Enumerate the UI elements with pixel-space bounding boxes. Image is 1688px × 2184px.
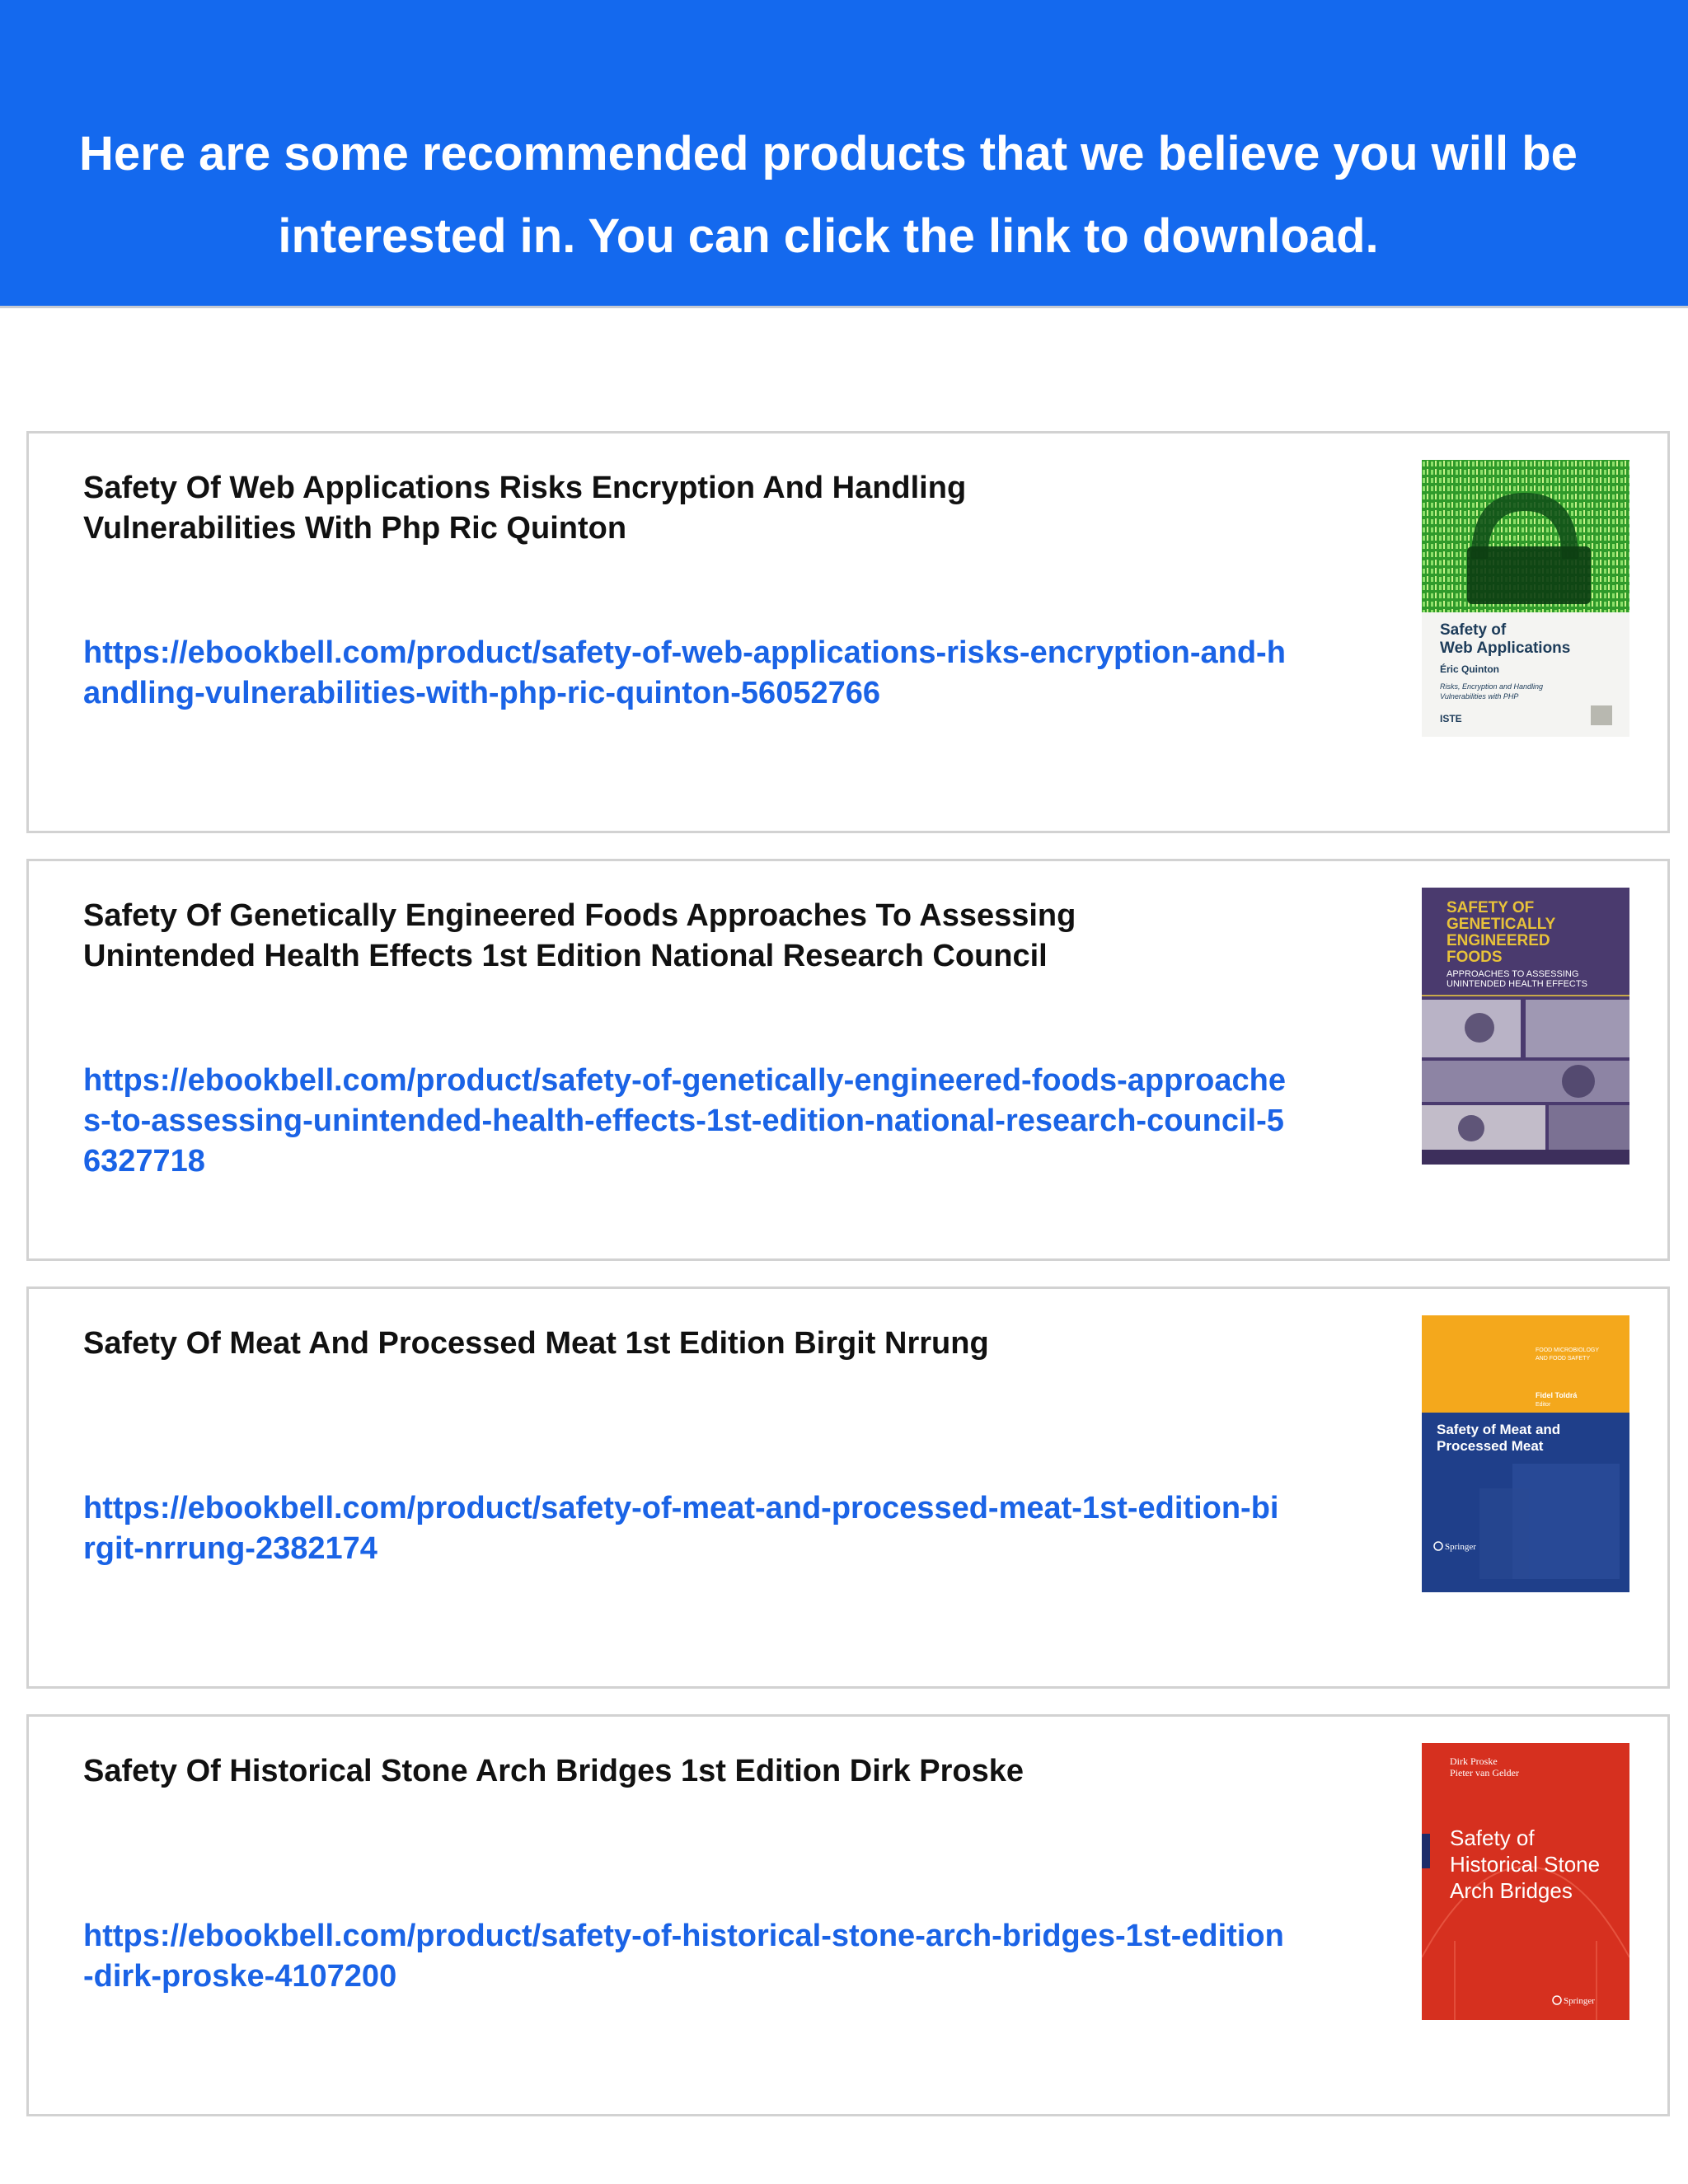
cover-subtitle-2: UNINTENDED HEALTH EFFECTS <box>1447 979 1587 989</box>
header-banner <box>0 0 1688 308</box>
cover-title-3: ENGINEERED <box>1447 932 1550 949</box>
cover-title-3: Arch Bridges <box>1450 1878 1573 1903</box>
cover-author-2: Pieter van Gelder <box>1450 1767 1519 1779</box>
book-cover-web-applications <box>1422 460 1629 737</box>
cover-subtitle-1: Risks, Encryption and Handling <box>1440 682 1544 691</box>
banner-text-line-2: interested in. You can click the link to download. <box>278 209 1379 263</box>
publisher-logo-icon <box>1591 705 1612 725</box>
product-download-link[interactable]: https://ebookbell.com/product/safety-of-web-applications-risks-encryption-and-handling-vulnerabilities-with-php-ric-quinton-56052766 <box>83 635 1286 710</box>
book-cover-image[interactable] <box>1422 460 1629 737</box>
product-card <box>26 431 1670 833</box>
product-title: Safety Of Meat And Processed Meat 1st Edition Birgit Nrrung <box>83 1326 989 1361</box>
banner-text-line-1: Here are some recommended products that we believe you will be <box>79 127 1578 180</box>
product-download-link[interactable]: https://ebookbell.com/product/safety-of-genetically-engineered-foods-approaches-to-assessing-unintended-health-effects-1st-edition-national-research-council-56327718 <box>83 1063 1286 1179</box>
book-cover-image[interactable] <box>1422 1315 1629 1592</box>
cover-series-1: FOOD MICROBIOLOGY <box>1536 1347 1600 1353</box>
cover-publisher: Springer <box>1564 1996 1595 2006</box>
cover-title-2: Processed Meat <box>1437 1438 1544 1454</box>
book-cover-meat-safety <box>1422 1315 1629 1592</box>
cover-editor-role: Editor <box>1536 1402 1551 1408</box>
product-download-link[interactable]: https://ebookbell.com/product/safety-of-meat-and-processed-meat-1st-edition-birgit-nrrung-2382174 <box>83 1491 1279 1566</box>
book-cover-image[interactable] <box>1422 1743 1629 2020</box>
cover-publisher: Springer <box>1445 1542 1476 1552</box>
cover-title-1: Safety of <box>1440 621 1507 639</box>
cover-publisher: ISTE <box>1440 713 1462 724</box>
product-title: Safety Of Historical Stone Arch Bridges 1st Edition Dirk Proske <box>83 1754 1025 1788</box>
book-cover-stone-arch-bridges <box>1422 1743 1629 2020</box>
book-cover-image[interactable] <box>1422 888 1629 1165</box>
product-card <box>26 1286 1670 1689</box>
cover-title-2: Historical Stone <box>1450 1852 1601 1877</box>
cover-title-2: GENETICALLY <box>1447 916 1556 933</box>
cover-author-1: Dirk Proske <box>1450 1755 1498 1767</box>
book-cover-genetically-engineered-foods <box>1422 888 1629 1165</box>
cover-title-2: Web Applications <box>1440 640 1571 657</box>
product-title: Safety Of Genetically Engineered Foods Approaches To Assessing Unintended Health Effects 1st Edition National Research Council <box>83 898 1076 973</box>
cover-editor: Fidel Toldrá <box>1536 1391 1578 1399</box>
cover-subtitle-2: Vulnerabilities with PHP <box>1440 692 1519 701</box>
cover-series-2: AND FOOD SAFETY <box>1536 1356 1591 1361</box>
cover-title-1: Safety of Meat and <box>1437 1422 1561 1437</box>
product-card <box>26 1714 1670 2116</box>
product-title: Safety Of Web Applications Risks Encryption And Handling Vulnerabilities With Php Ric Quinton <box>83 471 967 546</box>
cover-author: Éric Quinton <box>1440 663 1499 675</box>
product-download-link[interactable]: https://ebookbell.com/product/safety-of-historical-stone-arch-bridges-1st-edition-dirk-proske-4107200 <box>83 1919 1284 1994</box>
product-card <box>26 859 1670 1261</box>
cover-title-1: Safety of <box>1450 1825 1535 1850</box>
cover-title-1: SAFETY OF <box>1447 899 1535 916</box>
cover-title-4: FOODS <box>1447 949 1503 966</box>
cover-subtitle-1: APPROACHES TO ASSESSING <box>1447 969 1579 979</box>
